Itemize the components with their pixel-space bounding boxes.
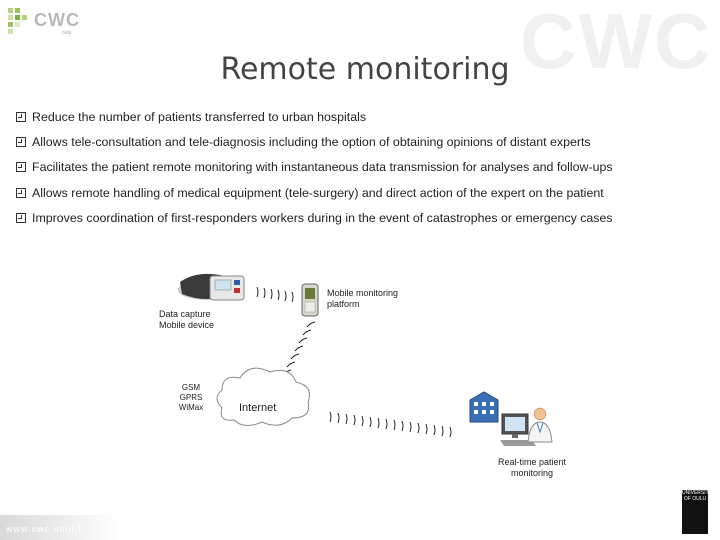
bullet-text: Allows tele-consultation and tele-diagnosis including the option of obtaining opinions of distant experts [32, 134, 591, 149]
blood-pressure-device-icon [178, 274, 244, 300]
checkbox-bullet-icon [16, 188, 26, 198]
signal-waves-icon [330, 412, 451, 437]
bullet-text: Facilitates the patient remote monitoring with instantaneous data transmission for analyses and follow-ups [32, 160, 613, 175]
university-logo: UNIVERSITY OF OULU [682, 490, 708, 534]
internet-label: Internet [239, 402, 277, 414]
bullet-text: Reduce the number of patients transferred to urban hospitals [32, 109, 367, 124]
checkbox-bullet-icon [16, 213, 26, 223]
bullet-item [16, 104, 716, 129]
internet-cloud-icon [217, 368, 310, 425]
bullet-item [16, 180, 716, 205]
signal-waves-icon [257, 287, 293, 302]
hospital-building-icon [470, 392, 498, 422]
logo-squares-icon [6, 6, 32, 40]
bullet-item [16, 205, 716, 230]
slide-title: Remote monitoring [220, 52, 510, 87]
cwc-watermark: CWC [520, 0, 713, 85]
checkbox-bullet-icon [16, 162, 26, 172]
doctor-person-icon [528, 408, 552, 442]
logo-text: CWC [34, 10, 80, 30]
checkbox-bullet-icon [16, 112, 26, 122]
mobile-platform-label: Mobile monitoring platform [327, 288, 399, 309]
monitoring-diagram [0, 250, 720, 540]
bullet-item [16, 155, 716, 180]
network-label: GSM GPRS WiMax [178, 383, 204, 412]
mobile-phone-icon [302, 284, 318, 316]
signal-waves-icon [283, 322, 315, 375]
cwc-logo [6, 6, 86, 40]
realtime-monitoring-label: Real-time patient monitoring [497, 457, 567, 478]
checkbox-bullet-icon [16, 137, 26, 147]
bullet-text: Improves coordination of first-responders workers during in the event of catastrophes or emergency cases [32, 210, 613, 225]
footer-url: www.cwc.oulu.fi [6, 524, 85, 534]
data-capture-label: Data capture Mobile device [159, 309, 215, 330]
bullet-item [16, 129, 716, 154]
bullet-list [16, 104, 716, 230]
bullet-text: Allows remote handling of medical equipment (tele-surgery) and direct action of the expert on the patient [32, 185, 604, 200]
logo-subtext: oulu [62, 30, 72, 36]
